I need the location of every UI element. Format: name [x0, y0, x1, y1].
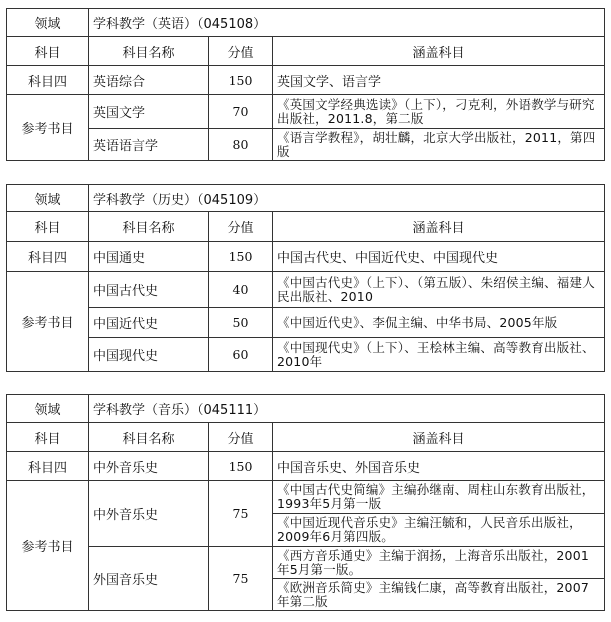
ref-name: 英语语言学: [89, 129, 209, 161]
ref-book: 《欧洲音乐简史》主编钱仁康，高等教育出版社，2007年第二版: [273, 579, 605, 611]
field-value: 学科教学（英语）（045108）: [89, 9, 605, 37]
subject-category: 科目四: [7, 66, 89, 95]
subject-row: [7, 242, 605, 272]
subject-coverage: 英国文学、语言学: [273, 66, 605, 95]
ref-score: 75: [209, 481, 273, 547]
column-header: 科目: [7, 37, 89, 66]
column-header: 科目名称: [89, 37, 209, 66]
ref-score: 70: [209, 95, 273, 129]
column-header: 科目: [7, 212, 89, 242]
ref-row: [7, 481, 605, 514]
column-header: 分值: [209, 423, 273, 452]
column-header: 科目名称: [89, 423, 209, 452]
column-header-row: [7, 37, 605, 66]
column-header: 涵盖科目: [273, 423, 605, 452]
ref-book: 《中国近代史》、李侃主编、中华书局、2005年版: [273, 308, 605, 338]
field-label: 领域: [7, 185, 89, 212]
ref-name: 中国近代史: [89, 308, 209, 338]
subject-category: 科目四: [7, 452, 89, 481]
subject-score: 150: [209, 66, 273, 95]
subject-name: 中国通史: [89, 242, 209, 272]
column-header: 科目: [7, 423, 89, 452]
ref-name: 外国音乐史: [89, 547, 209, 611]
field-value: 学科教学（历史）（045109）: [89, 185, 605, 212]
ref-score: 50: [209, 308, 273, 338]
ref-book: 《英国文学经典选读》（上下），刁克利，外语教学与研究出版社，2011.8，第二版: [273, 95, 605, 129]
subject-row: [7, 66, 605, 95]
ref-book: 《西方音乐通史》主编于润扬，上海音乐出版社，2001年5月第一版。: [273, 547, 605, 579]
subject-coverage: 中国古代史、中国近代史、中国现代史: [273, 242, 605, 272]
ref-row: [7, 308, 605, 338]
subject-name: 英语综合: [89, 66, 209, 95]
ref-category: 参考书目: [7, 481, 89, 611]
subject-category: 科目四: [7, 242, 89, 272]
column-header: 涵盖科目: [273, 212, 605, 242]
ref-book: 《中国古代史》（上下）、（第五版）、朱绍侯主编、福建人民出版社、2010: [273, 272, 605, 308]
subject-coverage: 中国音乐史、外国音乐史: [273, 452, 605, 481]
field-row: [7, 9, 605, 37]
table-english: [6, 8, 605, 161]
ref-score: 40: [209, 272, 273, 308]
ref-name: 英国文学: [89, 95, 209, 129]
ref-row: [7, 129, 605, 161]
subject-name: 中外音乐史: [89, 452, 209, 481]
table-history: [6, 184, 605, 372]
ref-score: 75: [209, 547, 273, 611]
ref-book: 《语言学教程》，胡壮麟，北京大学出版社，2011，第四版: [273, 129, 605, 161]
field-label: 领域: [7, 395, 89, 423]
ref-row: [7, 547, 605, 579]
ref-book: 《中国古代史简编》主编孙继南、周柱山东教育出版社，1993年5月第一版: [273, 481, 605, 514]
table-music: [6, 394, 605, 611]
field-row: [7, 185, 605, 212]
ref-category: 参考书目: [7, 95, 89, 161]
field-label: 领域: [7, 9, 89, 37]
ref-name: 中国古代史: [89, 272, 209, 308]
field-row: [7, 395, 605, 423]
field-value: 学科教学（音乐）（045111）: [89, 395, 605, 423]
column-header: 分值: [209, 212, 273, 242]
ref-row: [7, 95, 605, 129]
column-header-row: [7, 212, 605, 242]
ref-name: 中外音乐史: [89, 481, 209, 547]
ref-row: [7, 338, 605, 372]
ref-name: 中国现代史: [89, 338, 209, 372]
column-header-row: [7, 423, 605, 452]
ref-score: 60: [209, 338, 273, 372]
subject-score: 150: [209, 242, 273, 272]
column-header: 科目名称: [89, 212, 209, 242]
ref-score: 80: [209, 129, 273, 161]
ref-book: 《中国现代史》（上下）、王桧林主编、高等教育出版社、2010年: [273, 338, 605, 372]
ref-row: [7, 272, 605, 308]
column-header: 分值: [209, 37, 273, 66]
subject-score: 150: [209, 452, 273, 481]
subject-row: [7, 452, 605, 481]
ref-book: 《中国近现代音乐史》主编汪毓和，人民音乐出版社，2009年6月第四版。: [273, 514, 605, 547]
ref-category: 参考书目: [7, 272, 89, 372]
column-header: 涵盖科目: [273, 37, 605, 66]
